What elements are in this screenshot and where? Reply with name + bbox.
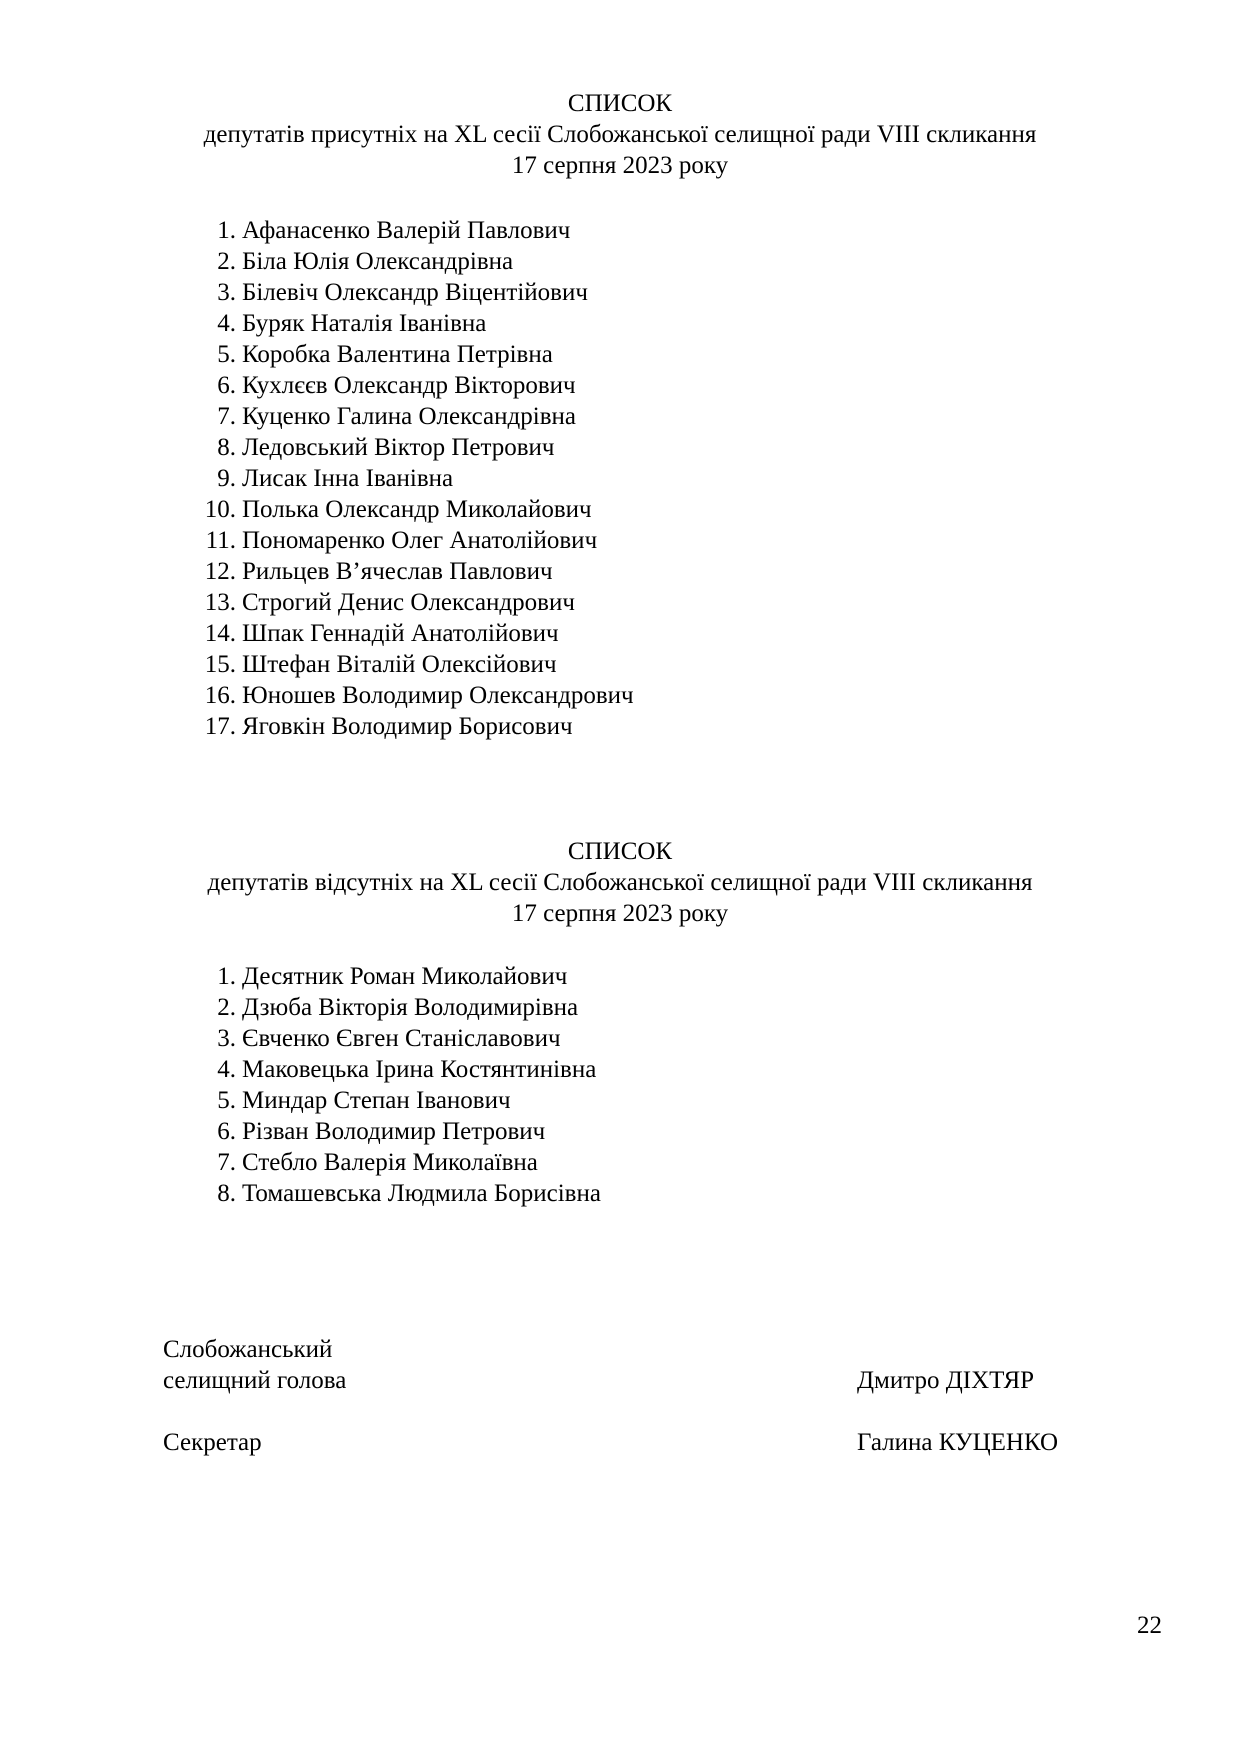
list-item-name: Білевіч Олександр Віцентійович [242, 279, 588, 306]
list-item-name: Штефан Віталій Олексійович [242, 651, 557, 678]
list-item-name: Євченко Євген Станіславович [242, 1025, 561, 1052]
list-item [190, 525, 634, 556]
absent-list-title: СПИСОК [567, 838, 673, 865]
list-item [190, 494, 634, 525]
list-item [190, 711, 634, 742]
list-item-name: Кухлєєв Олександр Вікторович [242, 372, 576, 399]
head-title-line2: селищний голова [163, 1367, 347, 1394]
secretary-title: Секретар [163, 1429, 262, 1456]
list-item-number: 5. [217, 341, 236, 368]
head-name: Дмитро ДІХТЯР [857, 1367, 1035, 1394]
absent-deputies-list [190, 961, 601, 1209]
list-item-number: 3. [217, 279, 236, 306]
list-item [190, 401, 634, 432]
list-item-number: 7. [217, 1149, 236, 1176]
list-item-name: Ледовський Віктор Петрович [242, 434, 555, 461]
present-deputies-list [190, 215, 634, 742]
list-item-number: 3. [217, 1025, 236, 1052]
present-list-subtitle: депутатів присутніх на XL сесії Слобожанської селищної ради VIII скликання [203, 121, 1037, 148]
list-item-name: Буряк Наталія Іванівна [242, 310, 487, 337]
list-item [190, 432, 634, 463]
list-item [190, 680, 634, 711]
list-item [190, 246, 634, 277]
list-item-number: 8. [217, 1180, 236, 1207]
absent-list-heading [0, 836, 1240, 929]
list-item-name: Різван Володимир Петрович [242, 1118, 546, 1145]
list-item-name: Десятник Роман Миколайович [242, 963, 568, 990]
list-item [190, 277, 634, 308]
secretary-name: Галина КУЦЕНКО [857, 1429, 1059, 1456]
list-item [190, 1023, 601, 1054]
list-item-name: Томашевська Людмила Борисівна [242, 1180, 601, 1207]
list-item-number: 10. [204, 496, 236, 523]
list-item-number: 5. [217, 1087, 236, 1114]
list-item [190, 339, 634, 370]
list-item-number: 4. [217, 310, 236, 337]
list-item [190, 961, 601, 992]
list-item-number: 15. [204, 651, 236, 678]
list-item-name: Юношев Володимир Олександрович [242, 682, 634, 709]
present-list-date: 17 серпня 2023 року [511, 152, 729, 179]
head-title-line1: Слобожанський [163, 1336, 333, 1363]
list-item-name: Строгий Денис Олександрович [242, 589, 575, 616]
list-item-name: Стебло Валерія Миколаївна [242, 1149, 538, 1176]
list-item [190, 215, 634, 246]
list-item-number: 9. [217, 465, 236, 492]
list-item-name: Лисак Інна Іванівна [242, 465, 454, 492]
list-item-number: 6. [217, 372, 236, 399]
list-item-name: Куценко Галина Олександрівна [242, 403, 576, 430]
list-item-name: Коробка Валентина Петрівна [242, 341, 553, 368]
list-item-name: Пономаренко Олег Анатолійович [242, 527, 598, 554]
list-item-number: 2. [217, 994, 236, 1021]
list-item-number: 17. [204, 713, 236, 740]
list-item [190, 1147, 601, 1178]
list-item-name: Маковецька Ірина Костянтинівна [242, 1056, 597, 1083]
list-item [190, 1054, 601, 1085]
list-item [190, 370, 634, 401]
list-item-name: Шпак Геннадій Анатолійович [242, 620, 559, 647]
list-item [190, 1085, 601, 1116]
list-item-number: 16. [204, 682, 236, 709]
list-item-number: 8. [217, 434, 236, 461]
list-item [190, 556, 634, 587]
list-item-number: 11. [205, 527, 236, 554]
present-list-heading [0, 88, 1240, 181]
list-item-number: 1. [217, 217, 236, 244]
list-item [190, 308, 634, 339]
list-item-name: Рильцев В’ячеслав Павлович [242, 558, 553, 585]
list-item [190, 587, 634, 618]
absent-list-subtitle: депутатів відсутніх на XL сесії Слобожанської селищної ради VIII скликання [207, 869, 1033, 896]
list-item [190, 463, 634, 494]
present-list-title: СПИСОК [567, 90, 673, 117]
list-item-number: 12. [204, 558, 236, 585]
page-number: 22 [1137, 1612, 1162, 1639]
list-item-name: Яговкін Володимир Борисович [242, 713, 573, 740]
list-item [190, 649, 634, 680]
list-item-name: Миндар Степан Іванович [242, 1087, 511, 1114]
list-item-number: 2. [217, 248, 236, 275]
list-item [190, 618, 634, 649]
list-item [190, 992, 601, 1023]
list-item-name: Дзюба Вікторія Володимирівна [242, 994, 579, 1021]
absent-list-date: 17 серпня 2023 року [511, 900, 729, 927]
head-title [163, 1334, 346, 1396]
list-item-number: 14. [204, 620, 236, 647]
list-item [190, 1116, 601, 1147]
list-item-name: Полька Олександр Миколайович [242, 496, 592, 523]
list-item [190, 1178, 601, 1209]
list-item-number: 13. [204, 589, 236, 616]
list-item-name: Афанасенко Валерій Павлович [242, 217, 571, 244]
list-item-name: Біла Юлія Олександрівна [242, 248, 514, 275]
list-item-number: 6. [217, 1118, 236, 1145]
list-item-number: 1. [217, 963, 236, 990]
list-item-number: 4. [217, 1056, 236, 1083]
list-item-number: 7. [217, 403, 236, 430]
